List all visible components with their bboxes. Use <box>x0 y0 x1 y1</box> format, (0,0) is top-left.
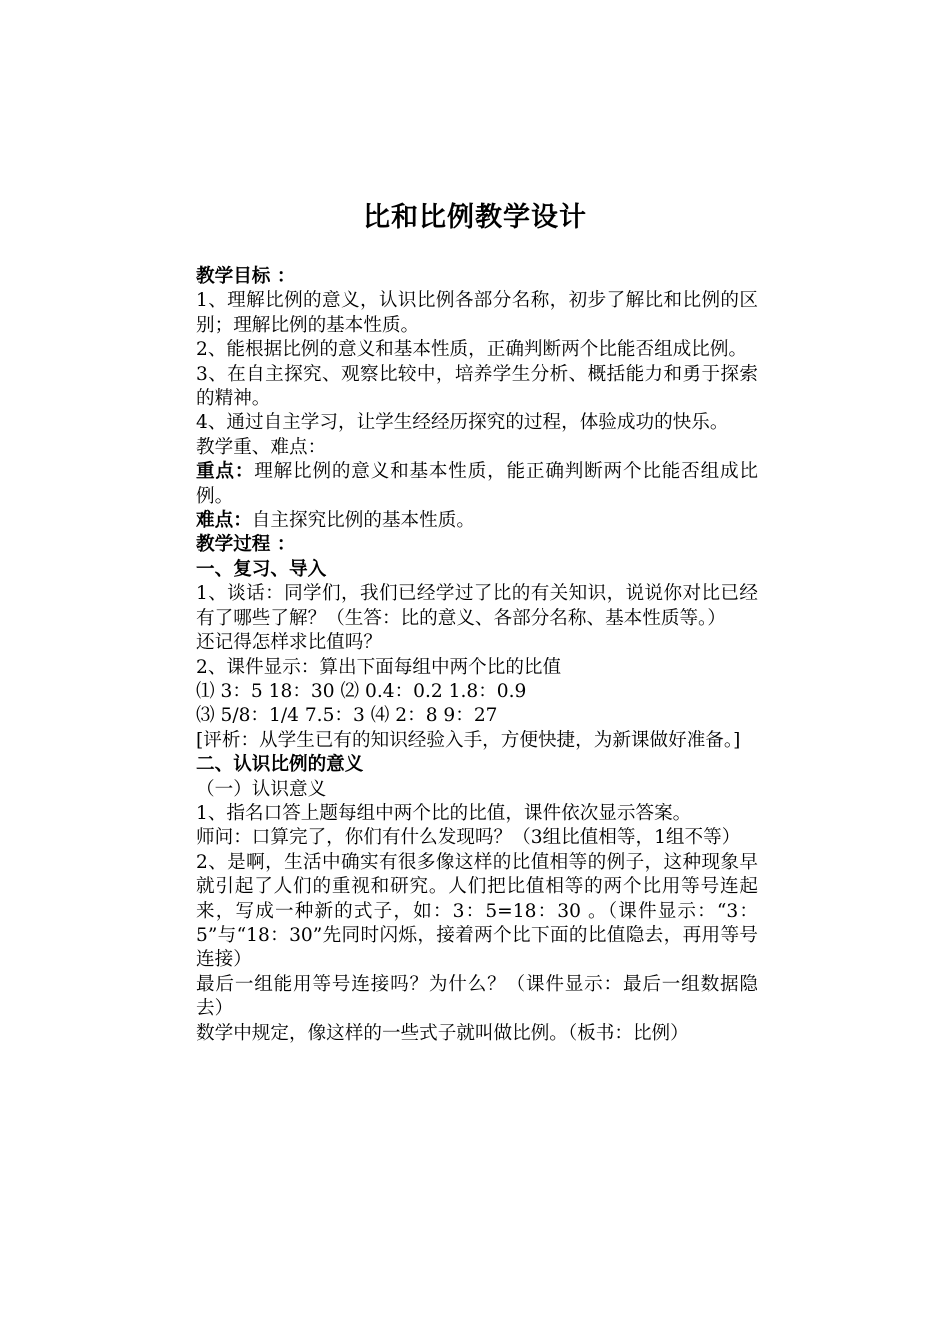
objective-item: 3、在自主探究、观察比较中，培养学生分析、概括能力和勇于探索的精神。 <box>196 363 758 410</box>
key-point-label: 重点： <box>196 461 255 483</box>
exercise-line: ⑴ 3：5 18：30 ⑵ 0.4：0.2 1.8：0.9 <box>196 680 527 702</box>
section-heading: 一、复习、导入 <box>196 558 327 580</box>
exercise-line: ⑶ 5/8：1/4 7.5：3 ⑷ 2：8 9：27 <box>196 705 498 727</box>
subsection-heading: （一）认识意义 <box>196 778 327 800</box>
objective-item: 1、理解比例的意义，认识比例各部分名称，初步了解比和比例的区别；理解比例的基本性质。 <box>196 290 758 336</box>
paragraph: 2、课件显示：算出下面每组中两个比的比值 <box>196 656 562 678</box>
paragraph: 1、指名口答上题每组中两个比的比值，课件依次显示答案。 <box>196 802 692 824</box>
difficulty-paragraph <box>196 509 758 533</box>
document-title: 比和比例教学设计 <box>363 202 587 233</box>
objectives-heading: 教学目标 ： <box>196 266 296 287</box>
difficulty-text: 自主探究比例的基本性质。 <box>251 510 475 532</box>
section-heading: 二、认识比例的意义 <box>196 754 364 776</box>
paragraph: 数学中规定，像这样的一些式子就叫做比例。（板书：比例） <box>196 1022 689 1044</box>
commentary-paragraph: [评析：从学生已有的知识经验入手，方便快捷，为新课做好准备。] <box>196 729 741 751</box>
paragraph: 还记得怎样求比值吗？ <box>196 632 382 654</box>
key-point-text: 理解比例的意义和基本性质，能正确判断两个比能否组成比例。 <box>196 461 758 507</box>
paragraph: 2、是啊，生活中确实有很多像这样的比值相等的例子，这种现象早就引起了人们的重视和研究。人们把比值相等的两个比用等号连起来，写成一种新的式子，如：3：5=18：30 。（课件显示：“3：5”与“18：30”先同时闪烁，接着两个比下面的比值隐去，再用等号连接） <box>196 851 758 971</box>
key-points-heading: 教学重、难点： <box>196 436 327 458</box>
document-body <box>196 265 758 1046</box>
paragraph: 最后一组能用等号连接吗？为什么？（课件显示：最后一组数据隐去） <box>196 973 758 1020</box>
key-point-paragraph <box>196 460 758 509</box>
process-heading: 教学过程 ： <box>196 534 296 556</box>
paragraph: 1、谈话：同学们，我们已经学过了比的有关知识，说说你对比已经有了哪些了解？（生答：比的意义、各部分名称、基本性质等。） <box>196 583 758 629</box>
difficulty-label: 难点： <box>196 510 252 532</box>
objective-item: 2、能根据比例的意义和基本性质，正确判断两个比能否组成比例。 <box>196 339 748 361</box>
objective-item: 4、通过自主学习，让学生经经历探究的过程，体验成功的快乐。 <box>196 412 729 434</box>
paragraph: 师问：口算完了，你们有什么发现吗？（3组比值相等，1组不等） <box>196 827 741 849</box>
